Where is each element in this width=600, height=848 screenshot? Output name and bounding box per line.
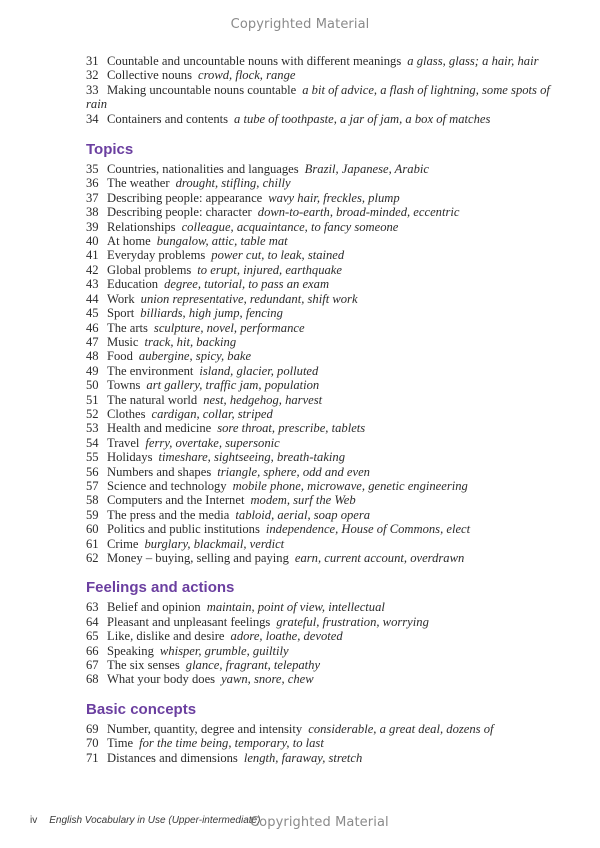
list-item [86, 176, 586, 190]
list-item [86, 479, 586, 493]
unit-title: Speaking [107, 643, 154, 658]
unit-number: 40 [86, 234, 99, 249]
unit-number: 57 [86, 478, 99, 493]
unit-title: The environment [107, 363, 194, 378]
unit-number: 67 [86, 658, 99, 673]
unit-title: Everyday problems [107, 248, 206, 263]
list-item [86, 306, 586, 320]
unit-title: At home [107, 234, 151, 249]
unit-examples: considerable, a great deal, dozens of [308, 721, 494, 736]
unit-examples: independence, House of Commons, elect [265, 522, 471, 537]
entries-group-a [86, 54, 586, 126]
unit-title: Money – buying, selling and paying [107, 551, 289, 565]
unit-number: 48 [86, 349, 99, 364]
list-item [86, 537, 586, 551]
contents-list [86, 54, 586, 765]
unit-title: Work [107, 291, 135, 306]
list-item [86, 112, 586, 126]
unit-title: Music [107, 334, 139, 349]
list-item [86, 615, 586, 629]
list-item [86, 248, 586, 262]
unit-number: 35 [86, 162, 99, 177]
unit-title: Food [107, 349, 133, 364]
unit-title: Towns [107, 378, 141, 393]
unit-number: 60 [86, 522, 99, 537]
list-item [86, 436, 586, 450]
unit-examples: cardigan, collar, striped [151, 406, 273, 421]
unit-number: 42 [86, 262, 99, 277]
unit-examples: glance, fragrant, telepathy [185, 658, 321, 673]
list-item [86, 83, 586, 112]
unit-examples: crowd, flock, range [198, 68, 296, 83]
unit-number: 37 [86, 190, 99, 205]
unit-title: Collective nouns [107, 68, 192, 83]
unit-number: 51 [86, 392, 99, 407]
list-item [86, 672, 586, 686]
list-item [86, 68, 586, 82]
unit-title: The press and the media [107, 507, 230, 522]
unit-number: 58 [86, 493, 99, 508]
list-item [86, 220, 586, 234]
list-item [86, 508, 586, 522]
unit-examples: burglary, blackmail, verdict [144, 536, 285, 551]
unit-number: 66 [86, 643, 99, 658]
unit-title: Describing people: character [107, 205, 252, 220]
unit-examples: aubergine, spicy, bake [138, 349, 252, 364]
unit-examples: whisper, grumble, guiltily [159, 643, 289, 658]
unit-number: 47 [86, 334, 99, 349]
unit-examples: length, faraway, stretch [243, 750, 363, 765]
unit-number: 64 [86, 614, 99, 629]
unit-title: Relationships [107, 219, 176, 234]
unit-examples: tabloid, aerial, soap opera [235, 507, 371, 522]
unit-examples: for the time being, temporary, to last [139, 736, 324, 751]
unit-title: The weather [107, 176, 170, 191]
list-item [86, 54, 586, 68]
unit-examples: yawn, snore, chew [221, 672, 314, 687]
list-item [86, 465, 586, 479]
unit-examples: ferry, overtake, supersonic [145, 435, 280, 450]
list-item [86, 551, 586, 565]
unit-number: 36 [86, 176, 99, 191]
unit-number: 38 [86, 205, 99, 220]
unit-examples: adore, loathe, devoted [230, 629, 343, 644]
unit-number: 69 [86, 721, 99, 736]
unit-number: 71 [86, 750, 99, 765]
list-item [86, 644, 586, 658]
topics-list [86, 162, 586, 565]
unit-examples: degree, tutorial, to pass an exam [164, 277, 330, 292]
list-item [86, 292, 586, 306]
unit-number: 55 [86, 450, 99, 465]
unit-number: 65 [86, 629, 99, 644]
list-item [86, 335, 586, 349]
unit-examples: a tube of toothpaste, a jar of jam, a box of matches [234, 111, 491, 126]
list-item [86, 493, 586, 507]
unit-title: Like, dislike and desire [107, 629, 225, 644]
list-item [86, 263, 586, 277]
list-item [86, 378, 586, 392]
unit-title: Clothes [107, 406, 146, 421]
unit-examples: maintain, point of view, intellectual [206, 600, 385, 615]
unit-title: Countries, nationalities and languages [107, 162, 299, 177]
unit-number: 70 [86, 736, 99, 751]
unit-number: 50 [86, 378, 99, 393]
unit-number: 34 [86, 111, 99, 126]
unit-examples: art gallery, traffic jam, population [146, 378, 320, 393]
list-item [86, 234, 586, 248]
unit-title: Crime [107, 536, 139, 551]
unit-examples: mobile phone, microwave, genetic engineering [232, 478, 468, 493]
list-item [86, 349, 586, 363]
unit-examples: sculpture, novel, performance [153, 320, 305, 335]
unit-number: 56 [86, 464, 99, 479]
list-item [86, 450, 586, 464]
unit-examples: a glass, glass; a hair, hair [407, 54, 539, 68]
unit-number: 31 [86, 54, 99, 68]
unit-examples: triangle, sphere, odd and even [217, 464, 370, 479]
list-item [86, 162, 586, 176]
unit-examples: to erupt, injured, earthquake [197, 262, 342, 277]
unit-examples: bungalow, attic, table mat [156, 234, 288, 249]
unit-number: 33 [86, 82, 99, 97]
list-item [86, 736, 586, 750]
unit-title: Education [107, 277, 159, 292]
list-item [86, 751, 586, 765]
unit-examples: nest, hedgehog, harvest [203, 392, 323, 407]
list-item [86, 421, 586, 435]
basic-concepts-list [86, 722, 586, 765]
unit-title: Global problems [107, 262, 192, 277]
list-item [86, 321, 586, 335]
unit-title: Computers and the Internet [107, 493, 245, 508]
watermark-bottom: Copyrighted Material [250, 815, 389, 830]
list-item [86, 205, 586, 219]
unit-number: 61 [86, 536, 99, 551]
unit-examples: island, glacier, polluted [199, 363, 319, 378]
unit-title: Politics and public institutions [107, 522, 260, 537]
unit-number: 49 [86, 363, 99, 378]
unit-number: 44 [86, 291, 99, 306]
feelings-list [86, 600, 586, 686]
unit-examples: sore throat, prescribe, tablets [217, 421, 366, 436]
section-heading-feelings: Feelings and actions [86, 579, 235, 597]
unit-examples-continued: rain [86, 97, 107, 112]
list-item [86, 658, 586, 672]
unit-title: Containers and contents [107, 111, 229, 126]
list-item [86, 522, 586, 536]
unit-title: Holidays [107, 450, 153, 465]
unit-examples: timeshare, sightseeing, breath-taking [158, 450, 346, 465]
unit-examples: a bit of advice, a flash of lightning, some spots of [302, 82, 550, 97]
unit-number: 43 [86, 277, 99, 292]
unit-examples: billiards, high jump, fencing [140, 306, 283, 321]
section-heading-topics: Topics [86, 141, 134, 159]
unit-number: 52 [86, 406, 99, 421]
list-item [86, 629, 586, 643]
unit-title: Health and medicine [107, 421, 212, 436]
unit-title: What your body does [107, 672, 216, 687]
unit-examples: drought, stifling, chilly [175, 176, 291, 191]
unit-number: 54 [86, 435, 99, 450]
unit-title: Making uncountable nouns countable [107, 82, 297, 97]
unit-title: Distances and dimensions [107, 750, 238, 765]
unit-title: Travel [107, 435, 140, 450]
list-item [86, 393, 586, 407]
unit-title: Belief and opinion [107, 600, 201, 615]
list-item [86, 722, 586, 736]
unit-number: 32 [86, 68, 99, 83]
unit-number: 39 [86, 219, 99, 234]
unit-title: Countable and uncountable nouns with different meanings [107, 54, 402, 68]
section-heading-basic: Basic concepts [86, 700, 197, 718]
list-item [86, 191, 586, 205]
list-item [86, 407, 586, 421]
unit-title: Numbers and shapes [107, 464, 212, 479]
unit-examples: modem, surf the Web [250, 493, 356, 508]
unit-title: Sport [107, 306, 135, 321]
unit-number: 68 [86, 672, 99, 687]
unit-title: The six senses [107, 658, 180, 673]
unit-examples: down-to-earth, broad-minded, eccentric [257, 205, 460, 220]
unit-examples: earn, current account, overdrawn [294, 551, 465, 565]
unit-number: 45 [86, 306, 99, 321]
unit-number: 53 [86, 421, 99, 436]
page-number: iv [30, 815, 38, 826]
unit-title: Describing people: appearance [107, 190, 263, 205]
unit-examples: colleague, acquaintance, to fancy someone [181, 219, 399, 234]
unit-number: 59 [86, 507, 99, 522]
unit-number: 63 [86, 600, 99, 615]
unit-examples: power cut, to leak, stained [211, 248, 345, 263]
list-item [86, 277, 586, 291]
unit-examples: wavy hair, freckles, plump [268, 190, 400, 205]
unit-title: Number, quantity, degree and intensity [107, 721, 303, 736]
unit-examples: track, hit, backing [144, 334, 237, 349]
unit-number: 41 [86, 248, 99, 263]
unit-title: Time [107, 736, 134, 751]
unit-title: Pleasant and unpleasant feelings [107, 614, 271, 629]
list-item [86, 364, 586, 378]
watermark-top: Copyrighted Material [230, 17, 370, 32]
unit-number: 62 [86, 551, 99, 565]
unit-title: The natural world [107, 392, 198, 407]
unit-number: 46 [86, 320, 99, 335]
page-footer [30, 815, 260, 826]
unit-examples: grateful, frustration, worrying [276, 614, 429, 629]
unit-examples: union representative, redundant, shift work [140, 291, 358, 306]
book-title: English Vocabulary in Use (Upper-intermediate) [49, 815, 261, 826]
list-item [86, 600, 586, 614]
unit-title: Science and technology [107, 478, 227, 493]
unit-examples: Brazil, Japanese, Arabic [304, 162, 429, 177]
unit-title: The arts [107, 320, 148, 335]
